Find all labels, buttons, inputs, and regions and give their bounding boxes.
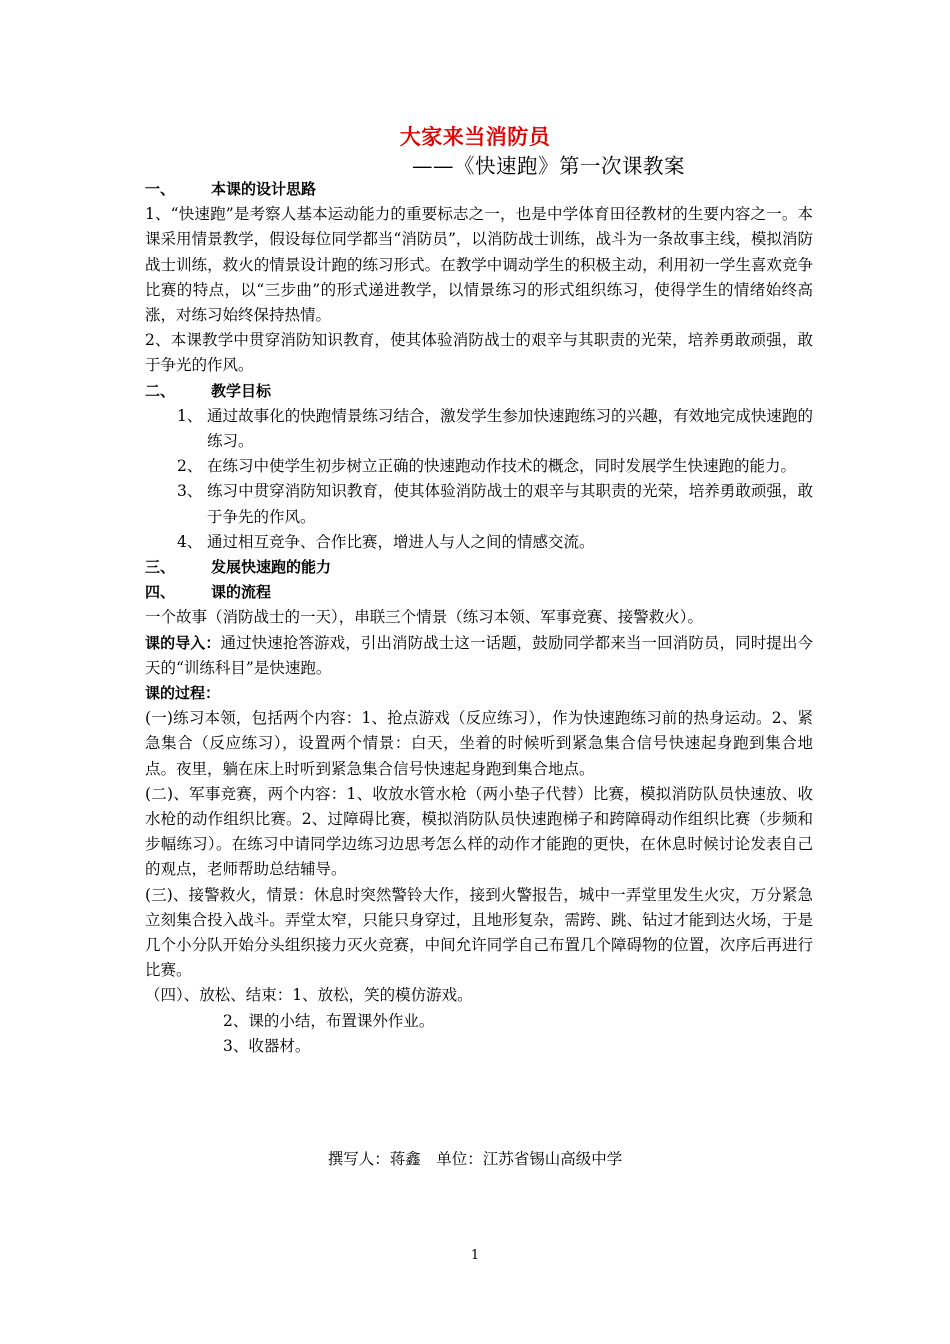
section-number: 三、 bbox=[145, 558, 176, 577]
section-heading-3 bbox=[145, 555, 813, 580]
paragraph: 一个故事（消防战士的一天），串联三个情景（练习本领、军事竞赛、接警救火）。 bbox=[145, 608, 704, 627]
lead-text: 通过快速抢答游戏，引出消防战士这一话题，鼓励同学都来当一回消防员，同时提出今天的“训练科目”是快速跑。 bbox=[145, 633, 813, 677]
paragraph: 1、“快速跑”是考察人基本运动能力的重要标志之一，也是中学体育田径教材的生要内容之一。本课采用情景教学，假设每位同学都当“消防员”，以消防战士训练，战斗为一条故事主线，模拟消防战士训练，救火的情景设计跑的练习形式。在教学中调动学生的积极主动，利用初一学生喜欢竞争比赛的特点，以“三步曲”的形式递进教学，以情景练习的形式组织练习，使得学生的情绪始终高涨，对练习始终保持热情。 bbox=[145, 205, 813, 324]
list-text: 通过相互竞争、合作比赛，增进人与人之间的情感交流。 bbox=[207, 532, 595, 551]
list-text: 在练习中使学生初步树立正确的快速跑动作技术的概念，同时发展学生快速跑的能力。 bbox=[207, 457, 797, 476]
section-title: 发展快速跑的能力 bbox=[211, 558, 332, 577]
section-heading-4 bbox=[145, 580, 813, 605]
list-number: 1、 bbox=[177, 406, 203, 425]
list-item bbox=[177, 454, 813, 479]
section-number: 四、 bbox=[145, 583, 176, 602]
section-heading-2 bbox=[145, 379, 813, 404]
paragraph: (一)练习本领，包括两个内容：1、抢点游戏（反应练习），作为快速跑练习前的热身运动。2、紧急集合（反应练习），设置两个情景：白天，坐着的时候听到紧急集合信号快速起身跑到集合地点。夜里，躺在床上时听到紧急集合信号快速起身跑到集合地点。 bbox=[145, 709, 813, 778]
paragraph: (二)、军事竞赛，两个内容：1、收放水管水枪（两小垫子代替）比赛，模拟消防队员快速放、收水枪的动作组织比赛。2、过障碍比赛，模拟消防队员快速跑梯子和跨障碍动作组织比赛（步频和步幅练习）。在练习中请同学边练习边思考怎么样的动作才能跑的更快，在休息时候讨论发表自己的观点，老师帮助总结辅导。 bbox=[145, 784, 813, 879]
section-title: 教学目标 bbox=[211, 381, 272, 400]
list-text: 练习中贯穿消防知识教育，使其体验消防战士的艰辛与其职责的光荣，培养勇敢顽强，敢于争先的作风。 bbox=[207, 482, 813, 526]
paragraph: 2、课的小结，布置课外作业。 bbox=[223, 1011, 435, 1030]
lead-label: 课的导入： bbox=[145, 633, 221, 652]
section-heading-1 bbox=[145, 177, 813, 202]
document-title: 大家来当消防员 bbox=[399, 125, 551, 149]
section-title: 本课的设计思路 bbox=[211, 180, 317, 198]
list-number: 2、 bbox=[177, 457, 203, 476]
section-title: 课的流程 bbox=[211, 583, 272, 602]
list-item bbox=[177, 530, 813, 555]
process-label: 课的过程： bbox=[145, 684, 221, 702]
list-text: 通过故事化的快跑情景练习结合，激发学生参加快速跑练习的兴趣，有效地完成快速跑的练习。 bbox=[207, 406, 813, 450]
list-number: 3、 bbox=[177, 482, 203, 501]
page-number: 1 bbox=[470, 1248, 480, 1263]
paragraph: 3、收器材。 bbox=[223, 1036, 311, 1055]
section-number: 二、 bbox=[145, 381, 176, 400]
author-line: 撰写人：蒋鑫 单位：江苏省锡山高级中学 bbox=[327, 1150, 623, 1168]
list-item bbox=[177, 404, 813, 454]
paragraph: （四）、放松、结束：1、放松，笑的模仿游戏。 bbox=[145, 986, 473, 1005]
document-body bbox=[145, 177, 813, 1059]
paragraph: 2、本课教学中贯穿消防知识教育，使其体验消防战士的艰辛与其职责的光荣，培养勇敢顽强，敢于争光的作风。 bbox=[145, 331, 813, 375]
list-number: 4、 bbox=[177, 532, 203, 551]
document-subtitle: ——《快速跑》第一次课教案 bbox=[412, 154, 685, 178]
paragraph-lead bbox=[145, 631, 813, 681]
paragraph: (三)、接警救火，情景：休息时突然警铃大作，接到火警报告，城中一弄堂里发生火灾，万分紧急立刻集合投入战斗。弄堂太窄，只能只身穿过，且地形复杂，需跨、跳、钻过才能到达火场，于是几个小分队开始分头组织接力灭火竞赛，中间允许同学自己布置几个障碍物的位置，次序后再进行比赛。 bbox=[145, 885, 813, 980]
section-number: 一、 bbox=[145, 180, 176, 198]
list-item bbox=[177, 479, 813, 529]
